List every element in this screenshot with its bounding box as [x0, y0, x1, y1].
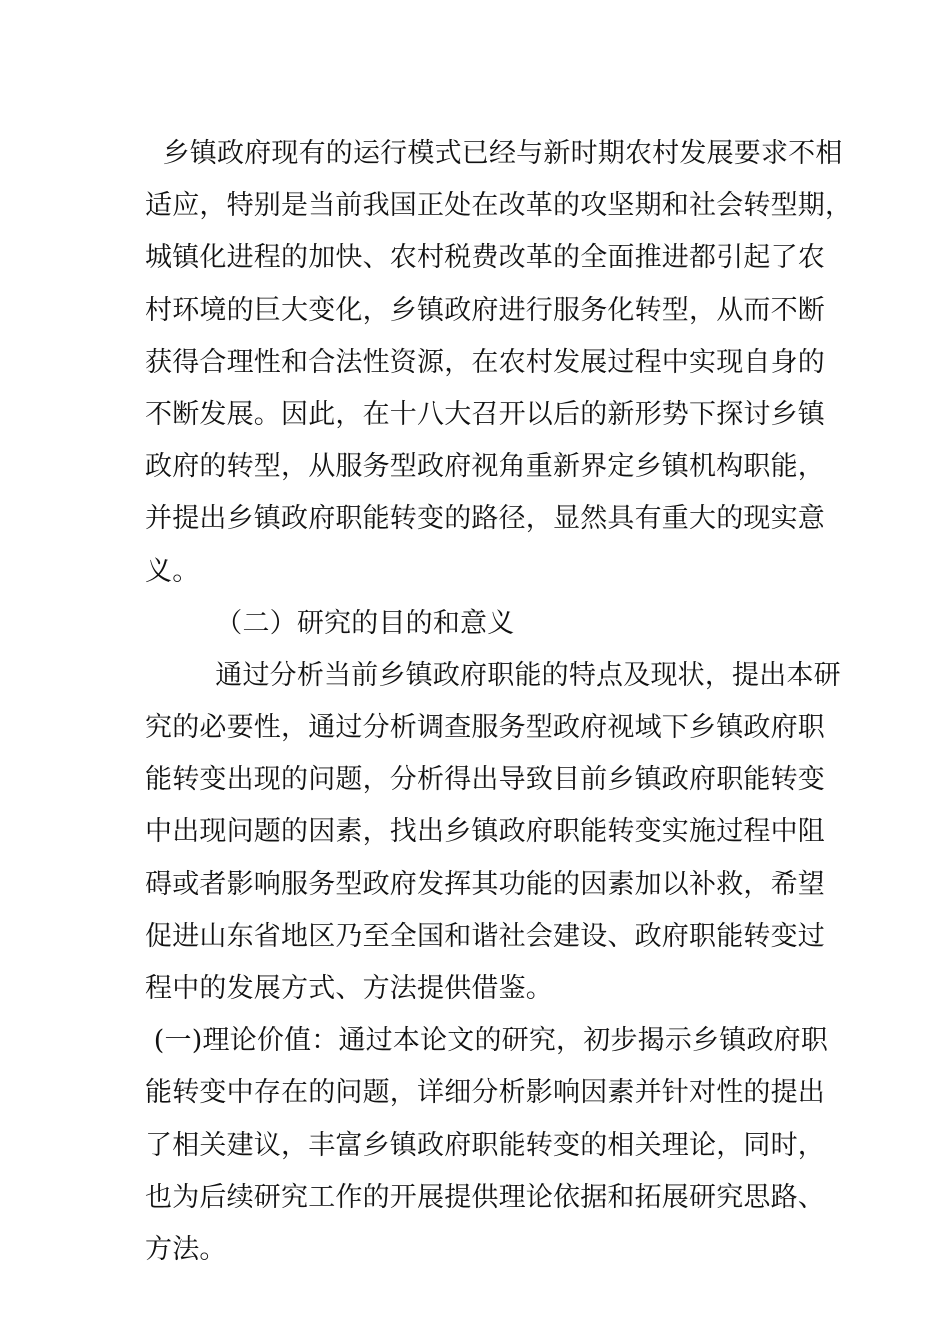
- text-line: 政府的转型，从服务型政府视角重新界定乡镇机构职能，: [145, 451, 825, 483]
- text-line: 碍或者影响服务型政府发挥其功能的因素加以补救，希望: [145, 868, 825, 900]
- text-line: 通过分析当前乡镇政府职能的特点及现状，提出本研: [145, 659, 841, 691]
- text-line: 了相关建议，丰富乡镇政府职能转变的相关理论，同时，: [145, 1129, 825, 1161]
- section-heading: （二）研究的目的和意义: [145, 607, 515, 639]
- text-line: (一)理论价值：通过本论文的研究，初步揭示乡镇政府职: [145, 1025, 829, 1057]
- text-line: 能转变中存在的问题，详细分析影响因素并针对性的提出: [145, 1077, 825, 1109]
- text-line: 促进山东省地区乃至全国和谐社会建设、政府职能转变过: [145, 920, 825, 952]
- text-line: 义。: [145, 555, 200, 587]
- text-line: 城镇化进程的加快、农村税费改革的全面推进都引起了农: [145, 242, 825, 274]
- text-line: 村环境的巨大变化，乡镇政府进行服务化转型，从而不断: [145, 294, 825, 326]
- text-line: 适应，特别是当前我国正处在改革的攻坚期和社会转型期，: [145, 190, 853, 222]
- text-line: 乡镇政府现有的运行模式已经与新时期农村发展要求不相: [145, 138, 843, 169]
- text-line: 能转变出现的问题，分析得出导致目前乡镇政府职能转变: [145, 764, 825, 796]
- text-line: 并提出乡镇政府职能转变的路径，显然具有重大的现实意: [145, 503, 825, 535]
- text-line: 中出现问题的因素，找出乡镇政府职能转变实施过程中阻: [145, 816, 825, 848]
- text-line: 获得合理性和合法性资源，在农村发展过程中实现自身的: [145, 346, 825, 378]
- text-line: 程中的发展方式、方法提供借鉴。: [145, 973, 553, 1004]
- text-line: 也为后续研究工作的开展提供理论依据和拓展研究思路、: [145, 1181, 825, 1213]
- text-line: 不断发展。因此，在十八大召开以后的新形势下探讨乡镇: [145, 398, 825, 430]
- document-body: [145, 128, 853, 1276]
- text-line: 方法。: [145, 1233, 227, 1265]
- text-line: 究的必要性，通过分析调查服务型政府视域下乡镇政府职: [145, 712, 825, 744]
